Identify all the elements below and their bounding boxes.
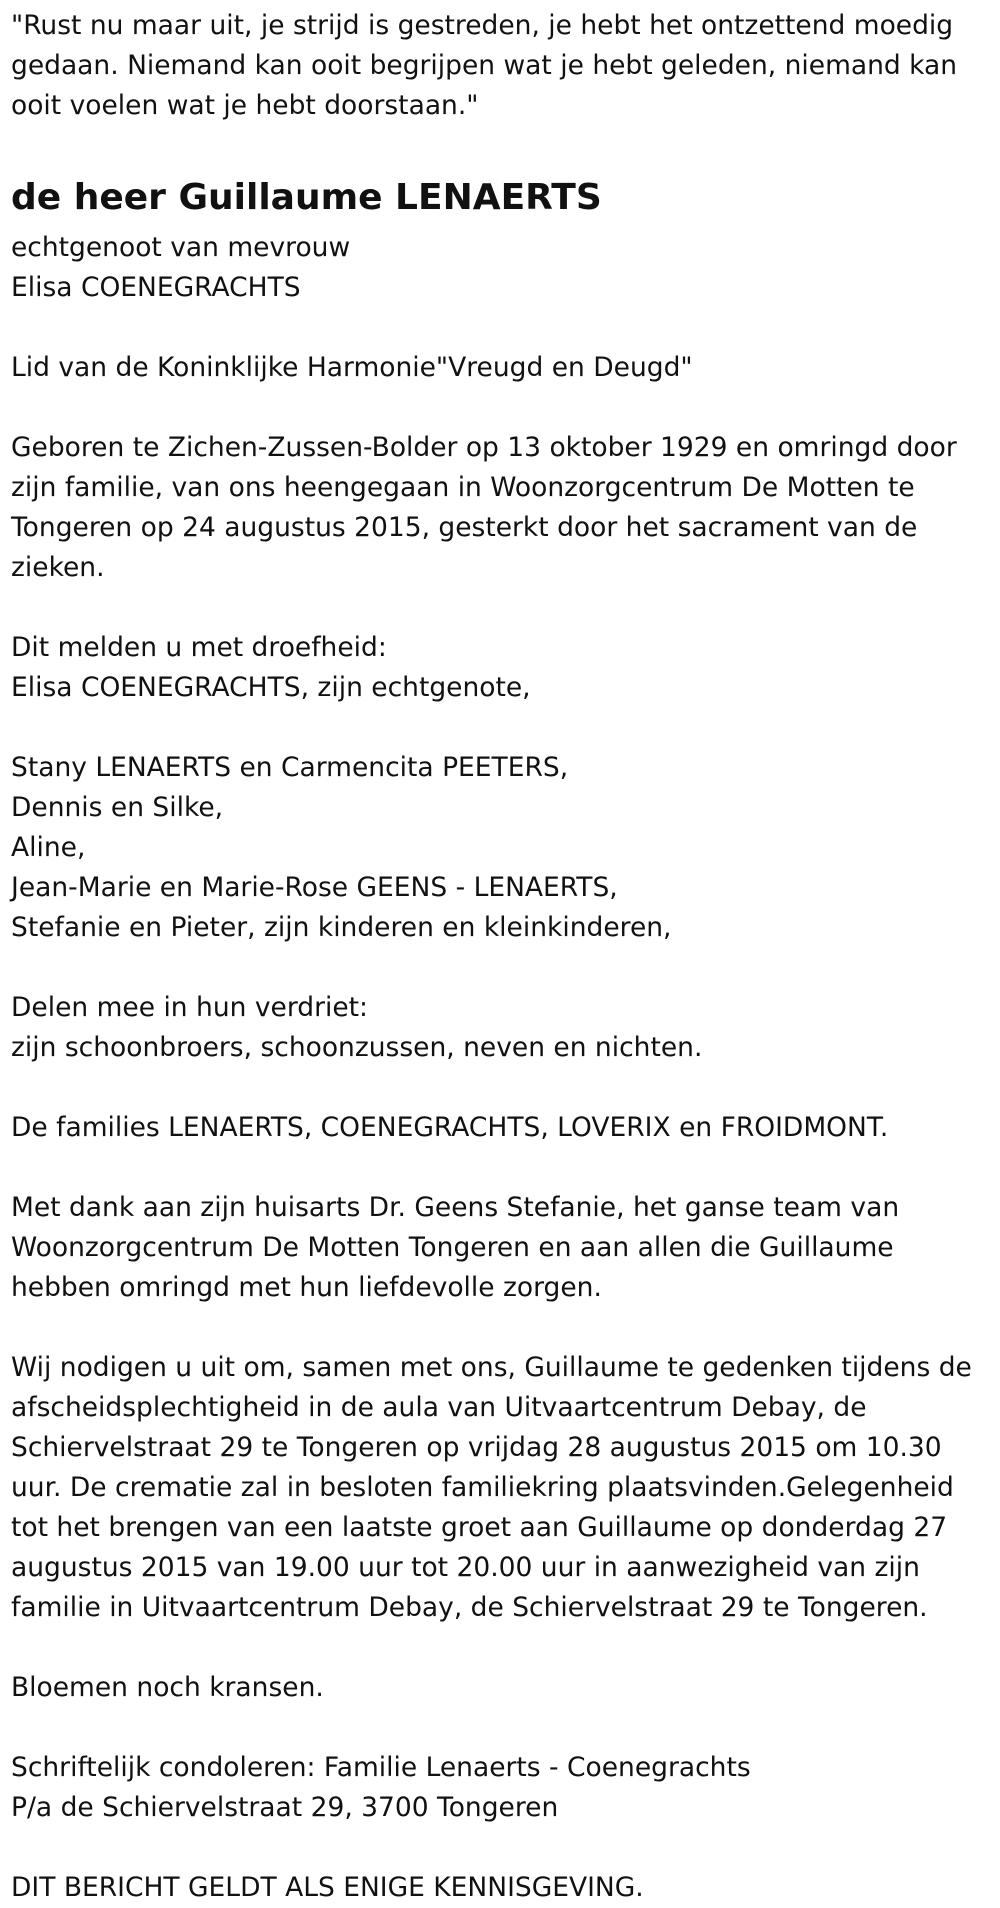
birth-death-line: zijn familie, van ons heengegaan in Woonzorgcentrum De Motten te [11, 472, 915, 503]
quote-line: ooit voelen wat je hebt doorstaan." [11, 90, 479, 121]
membership-paragraph [11, 348, 985, 388]
flowers-paragraph [11, 1668, 985, 1708]
sharing-line: Delen mee in hun verdriet: [11, 992, 368, 1023]
ceremony-line: Wij nodigen u uit om, samen met ons, Guillaume te gedenken tijdens de [11, 1352, 972, 1383]
announcement-line: Elisa COENEGRACHTS, zijn echtgenote, [11, 672, 531, 703]
announcement-paragraph [11, 628, 985, 708]
condolences-paragraph [11, 1748, 985, 1828]
ceremony-paragraph [11, 1348, 985, 1628]
ceremony-line: afscheidsplechtigheid in de aula van Uitvaartcentrum Debay, de [11, 1392, 867, 1423]
announcement-line: Dit melden u met droefheid: [11, 632, 387, 663]
children-line: Stefanie en Pieter, zijn kinderen en kleinkinderen, [11, 912, 672, 943]
quote-line: "Rust nu maar uit, je strijd is gestreden, je hebt het ontzettend moedig [11, 10, 954, 41]
condolences-line: P/a de Schiervelstraat 29, 3700 Tongeren [11, 1792, 559, 1823]
ceremony-line: uur. De crematie zal in besloten familiekring plaatsvinden.Gelegenheid [11, 1472, 954, 1503]
thanks-line: Met dank aan zijn huisarts Dr. Geens Stefanie, het ganse team van [11, 1192, 900, 1223]
ceremony-line: familie in Uitvaartcentrum Debay, de Schiervelstraat 29 te Tongeren. [11, 1592, 928, 1623]
children-line: Aline, [11, 832, 86, 863]
thanks-line: hebben omringd met hun liefdevolle zorgen. [11, 1272, 602, 1303]
children-paragraph [11, 748, 985, 948]
sharing-paragraph [11, 988, 985, 1068]
families-line: De families LENAERTS, COENEGRACHTS, LOVERIX en FROIDMONT. [11, 1112, 889, 1143]
spouse-paragraph [11, 228, 985, 308]
deceased-name-title: de heer Guillaume LENAERTS [11, 177, 602, 218]
children-line: Jean-Marie en Marie-Rose GEENS - LENAERTS, [11, 872, 618, 903]
birth-death-line: Geboren te Zichen-Zussen-Bolder op 13 oktober 1929 en omringd door [11, 432, 957, 463]
membership-line: Lid van de Koninklijke Harmonie"Vreugd en Deugd" [11, 352, 693, 383]
birth-death-paragraph [11, 428, 985, 588]
thanks-line: Woonzorgcentrum De Motten Tongeren en aan allen die Guillaume [11, 1232, 894, 1263]
birth-death-line: Tongeren op 24 augustus 2015, gesterkt door het sacrament van de [11, 512, 918, 543]
thanks-paragraph [11, 1188, 985, 1308]
spouse-line: echtgenoot van mevrouw [11, 232, 351, 263]
children-line: Dennis en Silke, [11, 792, 224, 823]
sharing-line: zijn schoonbroers, schoonzussen, neven en nichten. [11, 1032, 703, 1063]
notice-line: DIT BERICHT GELDT ALS ENIGE KENNISGEVING. [11, 1872, 644, 1903]
quote-line: gedaan. Niemand kan ooit begrijpen wat je hebt geleden, niemand kan [11, 50, 958, 81]
opening-quote [11, 6, 985, 126]
condolences-line: Schriftelijk condoleren: Familie Lenaerts - Coenegrachts [11, 1752, 751, 1783]
children-line: Stany LENAERTS en Carmencita PEETERS, [11, 752, 569, 783]
spouse-line: Elisa COENEGRACHTS [11, 272, 301, 303]
ceremony-line: augustus 2015 van 19.00 uur tot 20.00 uur in aanwezigheid van zijn [11, 1552, 920, 1583]
ceremony-line: tot het brengen van een laatste groet aan Guillaume op donderdag 27 [11, 1512, 948, 1543]
ceremony-line: Schiervelstraat 29 te Tongeren op vrijdag 28 augustus 2015 om 10.30 [11, 1432, 942, 1463]
notice-paragraph [11, 1868, 985, 1908]
families-paragraph [11, 1108, 985, 1148]
flowers-line: Bloemen noch kransen. [11, 1672, 324, 1703]
birth-death-line: zieken. [11, 552, 105, 583]
